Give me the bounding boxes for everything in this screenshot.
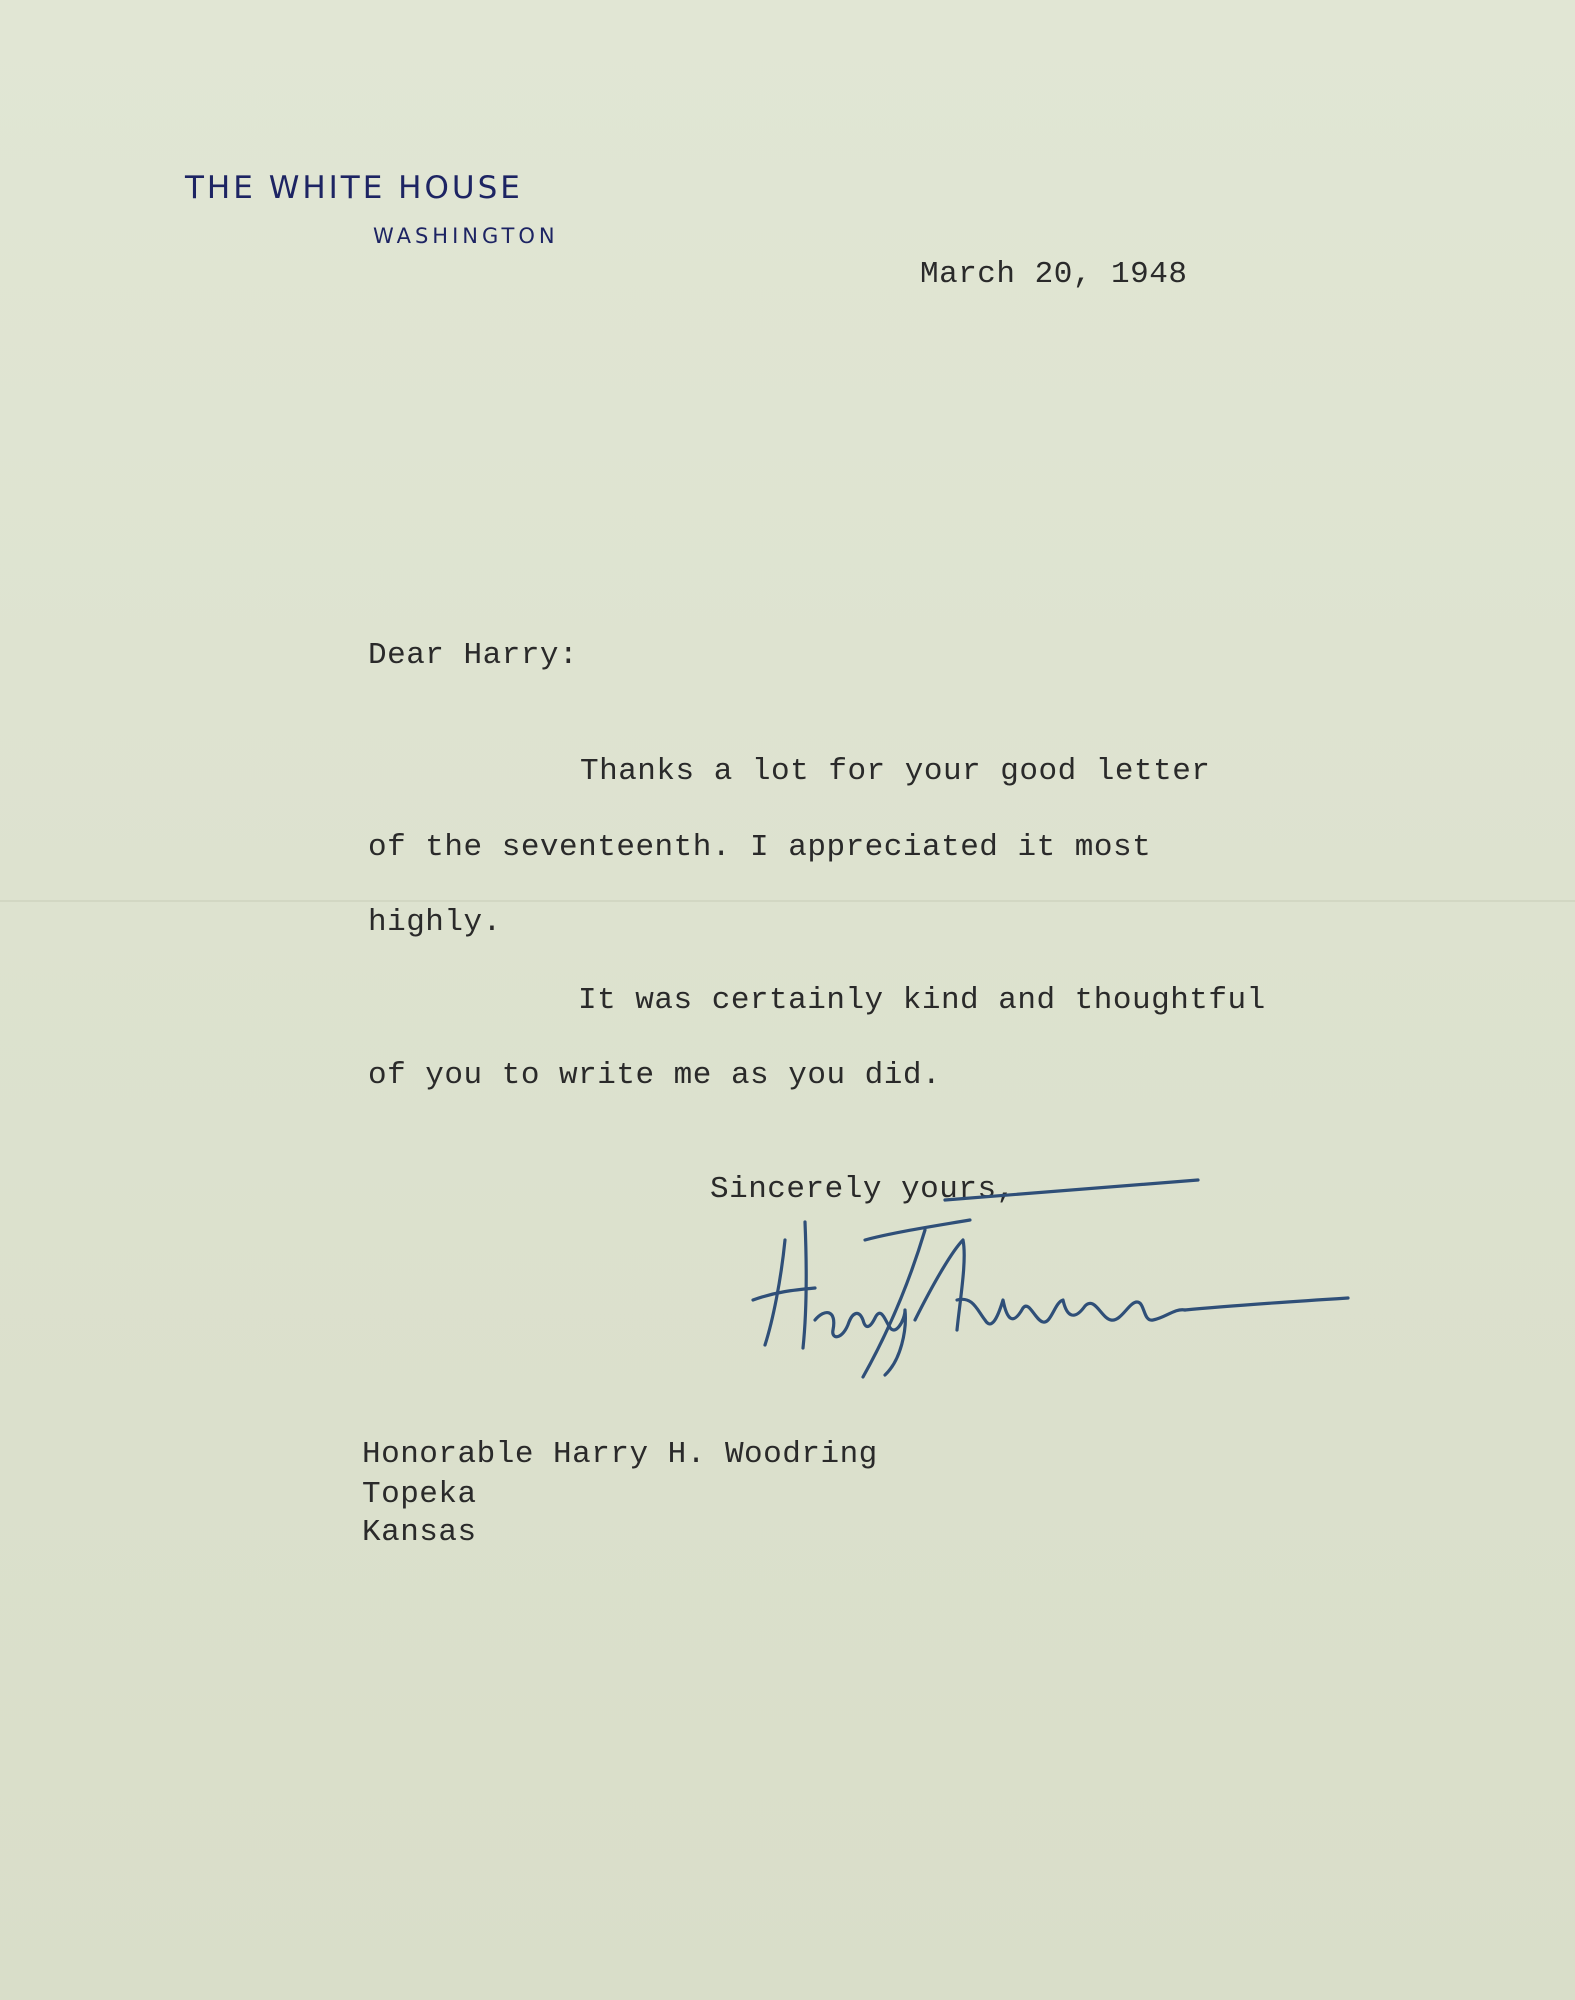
body-line: of you to write me as you did. bbox=[368, 1058, 942, 1093]
recipient-name: Honorable Harry H. Woodring bbox=[362, 1437, 878, 1472]
body-line: of the seventeenth. I appreciated it most bbox=[368, 830, 1152, 865]
letterhead-title: THE WHITE HOUSE bbox=[185, 170, 523, 206]
paper-fold-line bbox=[0, 900, 1575, 902]
closing: Sincerely yours, bbox=[710, 1172, 1016, 1207]
body-line: It was certainly kind and thoughtful bbox=[578, 983, 1266, 1018]
handwritten-signature bbox=[745, 1170, 1355, 1385]
body-line: highly. bbox=[368, 905, 502, 940]
recipient-state: Kansas bbox=[362, 1515, 477, 1550]
letter-date: March 20, 1948 bbox=[920, 257, 1188, 292]
letterhead-city: WASHINGTON bbox=[373, 224, 559, 248]
body-line: Thanks a lot for your good letter bbox=[580, 754, 1211, 789]
recipient-city: Topeka bbox=[362, 1477, 477, 1512]
salutation: Dear Harry: bbox=[368, 638, 579, 673]
